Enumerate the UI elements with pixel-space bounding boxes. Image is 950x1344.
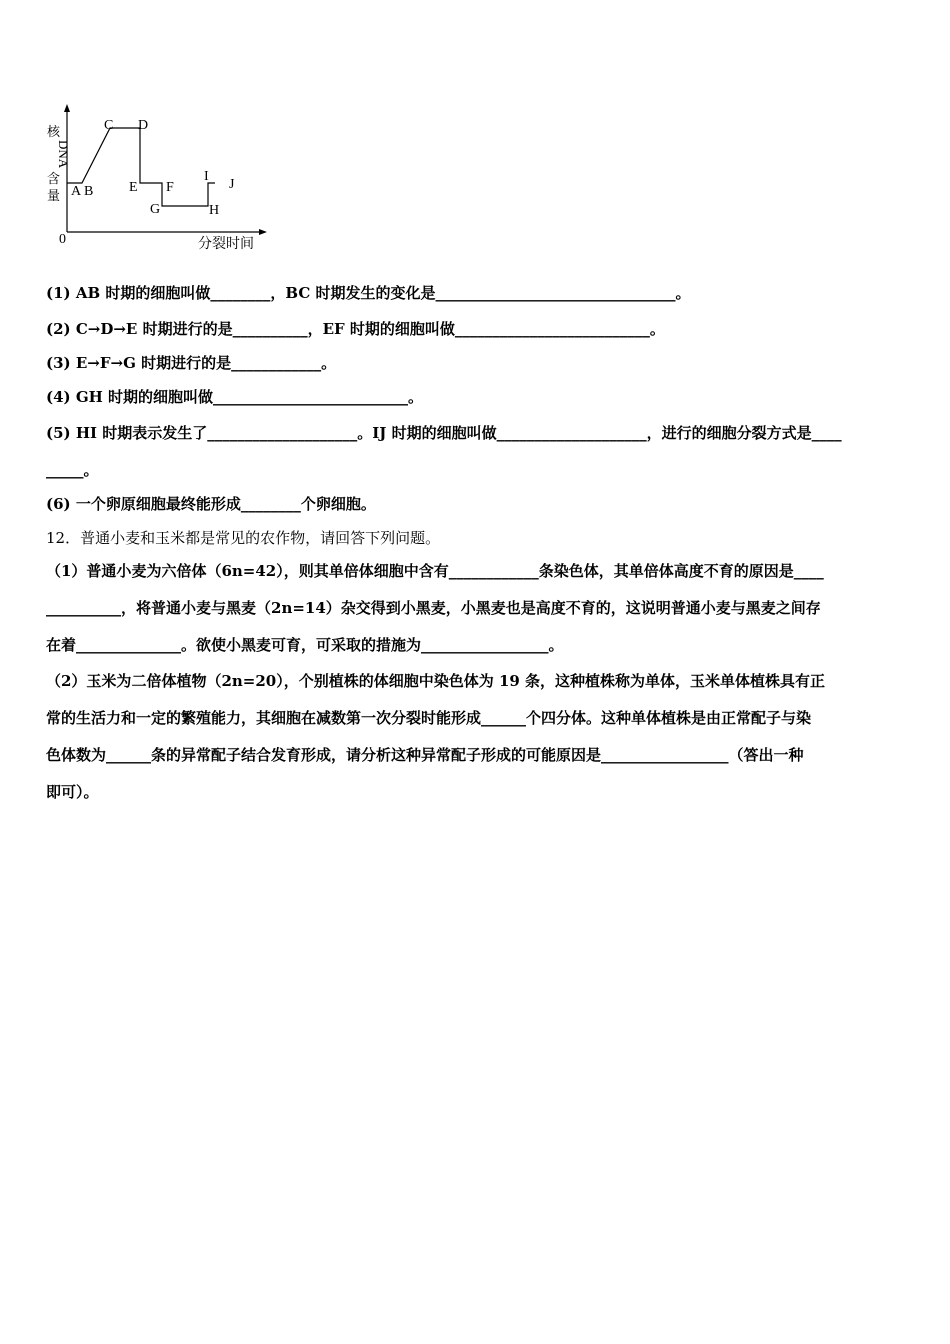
y-label-char: 含	[47, 171, 61, 186]
question-line: （2）玉米为二倍体植物（2n=20），个别植株的体细胞中染色体为 19 条，这种植株称为单体，玉米单体植株具有正	[46, 672, 826, 690]
dna-content-graph	[40, 100, 270, 260]
question-line: 12．普通小麦和玉米都是常见的农作物，请回答下列问题。	[46, 529, 441, 547]
y-label-char: 量	[47, 188, 61, 203]
y-label-char: DNA	[56, 140, 71, 169]
point-label-i: I	[204, 169, 209, 184]
point-label-f: F	[166, 180, 174, 195]
point-label-d: D	[138, 118, 149, 133]
x-axis-arrow	[259, 229, 267, 235]
point-label-a: A	[71, 184, 82, 199]
question-line: 即可）。	[46, 783, 99, 801]
question-line: __________，将普通小麦与黑麦（2n=14）杂交得到小黑麦，小黑麦也是高度不育的，这说明普通小麦与黑麦之间存	[46, 599, 821, 617]
point-label-h: H	[209, 203, 220, 218]
question-line: (4) GH 时期的细胞叫做__________________________。	[46, 388, 424, 406]
question-line: _____。	[46, 461, 99, 479]
point-label-b: B	[84, 184, 94, 199]
y-axis-arrow	[64, 104, 70, 112]
question-line: (2) C→D→E 时期进行的是__________，EF 时期的细胞叫做__________________________。	[46, 320, 665, 338]
question-line: (5) HI 时期表示发生了____________________。IJ 时期的细胞叫做____________________，进行的细胞分裂方式是____	[46, 424, 842, 442]
x-axis-label: 分裂时间	[198, 237, 254, 252]
question-line: 在着______________。欲使小黑麦可育，可采取的措施为_________________。	[46, 636, 564, 654]
question-line: 常的生活力和一定的繁殖能力，其细胞在减数第一次分裂时能形成______个四分体。这种单体植株是由正常配子与染	[46, 709, 812, 727]
origin-label: 0	[59, 232, 66, 247]
question-line: 色体数为______条的异常配子结合发育形成，请分析这种异常配子形成的可能原因是_________________（答出一种	[46, 746, 804, 764]
point-label-c: C	[104, 118, 114, 133]
question-line: (3) E→F→G 时期进行的是____________。	[46, 354, 337, 372]
question-line: (1) AB 时期的细胞叫做________，BC 时期发生的变化是________________________________。	[46, 284, 691, 302]
point-label-e: E	[129, 180, 138, 195]
point-label-j: J	[229, 177, 235, 192]
question-line: （1）普通小麦为六倍体（6n=42），则其单倍体细胞中含有____________条染色体，其单倍体高度不育的原因是____	[46, 562, 824, 580]
y-label-char: 核	[47, 124, 61, 139]
point-label-g: G	[150, 202, 161, 217]
question-line: (6) 一个卵原细胞最终能形成________个卵细胞。	[46, 495, 376, 513]
